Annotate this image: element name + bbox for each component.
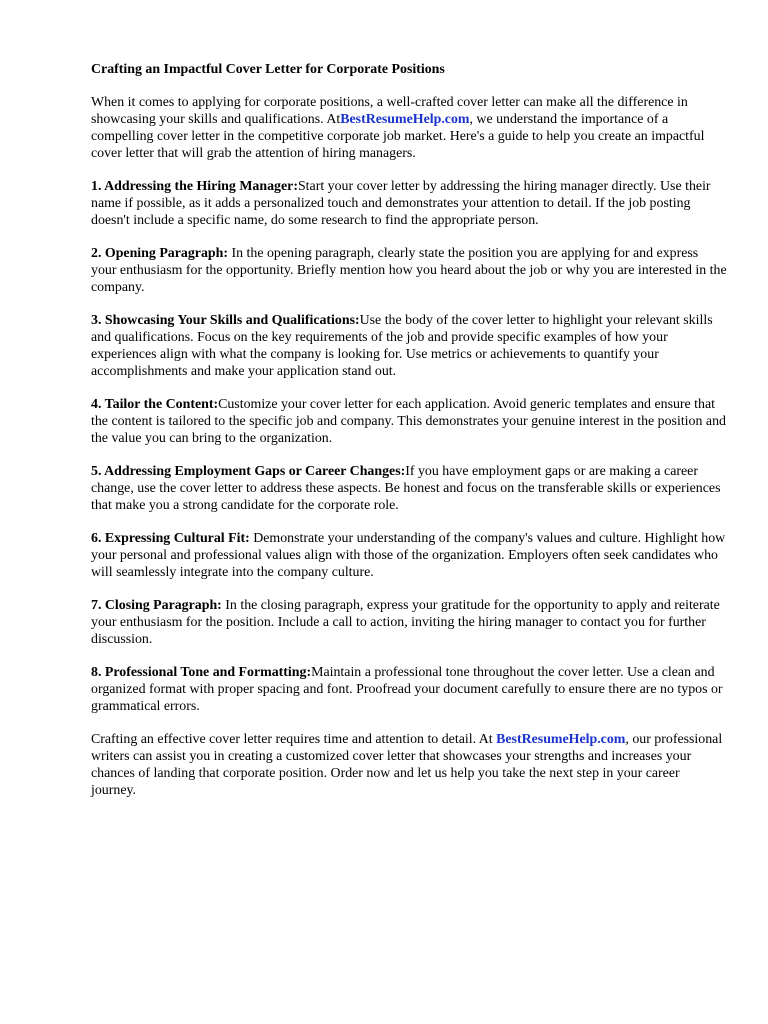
section-heading: 6. Expressing Cultural Fit: <box>91 531 250 546</box>
intro-text-before-link: When it comes to applying for corporate positions, a well-crafted cover letter can make all the difference in showcasing your skills and qualifications. At <box>91 95 688 127</box>
section-heading: 5. Addressing Employment Gaps or Career Changes: <box>91 464 406 479</box>
section-heading: 3. Showcasing Your Skills and Qualifications: <box>91 313 360 328</box>
section-heading: 7. Closing Paragraph: <box>91 598 222 613</box>
closing-site-link[interactable]: BestResumeHelp.com <box>496 732 626 747</box>
document-title: Crafting an Impactful Cover Letter for Corporate Positions <box>91 62 445 77</box>
section-heading: 2. Opening Paragraph: <box>91 246 228 261</box>
closing-text-before-link: Crafting an effective cover letter requires time and attention to detail. At <box>91 732 497 747</box>
section-text: Use the body of the cover letter to highlight your relevant skills and qualifications. Focus on the key requirements of the job and provide specific examples of how your experiences align with what the company is looking for. Use metrics or achievements to quantify your accomplishments and make your application stand out. <box>91 313 713 379</box>
intro-text-after-link: , we understand the importance of a compelling cover letter in the competitive corporate job market. Here's a guide to help you create an impactful cover letter that will grab the attention of hiring managers. <box>91 112 705 161</box>
intro-site-link[interactable]: BestResumeHelp.com <box>340 112 470 127</box>
section-paragraph <box>91 396 727 447</box>
intro-paragraph <box>91 94 727 162</box>
section-paragraph <box>91 530 727 581</box>
section-paragraph <box>91 178 727 229</box>
section-text: In the closing paragraph, express your gratitude for the opportunity to apply and reiterate your enthusiasm for the position. Include a call to action, inviting the hiring manager to contact you for further discussion. <box>91 598 720 647</box>
section-heading: 1. Addressing the Hiring Manager: <box>91 179 298 194</box>
section-paragraph <box>91 245 727 296</box>
closing-text-after-link: , our professional writers can assist you in creating a customized cover letter that showcases your strengths and increases your chances of landing that corporate position. Order now and let us help you take the next step in your career journey. <box>91 732 723 798</box>
section-text: Customize your cover letter for each application. Avoid generic templates and ensure that the content is tailored to the specific job and company. This demonstrates your genuine interest in the position and the value you can bring to the organization. <box>91 397 726 446</box>
section-paragraph <box>91 597 727 648</box>
section-text: Demonstrate your understanding of the company's values and culture. Highlight how your personal and professional values align with those of the organization. Employers often seek candidates who will seamlessly integrate into the company culture. <box>91 531 726 580</box>
section-paragraph <box>91 664 727 715</box>
section-heading: 4. Tailor the Content: <box>91 397 219 412</box>
section-heading: 8. Professional Tone and Formatting: <box>91 665 312 680</box>
section-text: In the opening paragraph, clearly state the position you are applying for and express your enthusiasm for the opportunity. Briefly mention how you heard about the job or why you are interested in the company. <box>91 246 727 295</box>
section-paragraph <box>91 312 727 380</box>
closing-paragraph <box>91 731 727 799</box>
section-text: If you have employment gaps or are making a career change, use the cover letter to address these aspects. Be honest and focus on the transferable skills or experiences that make you a strong candidate for the corporate role. <box>91 464 721 513</box>
section-paragraph <box>91 463 727 514</box>
section-text: Start your cover letter by addressing the hiring manager directly. Use their name if possible, as it adds a personalized touch and demonstrates your attention to detail. If the job posting doesn't include a specific name, do some research to find the appropriate person. <box>91 179 711 228</box>
document-page <box>91 61 727 815</box>
section-text: Maintain a professional tone throughout the cover letter. Use a clean and organized format with proper spacing and font. Proofread your document carefully to ensure there are no typos or grammatical errors. <box>91 665 723 714</box>
